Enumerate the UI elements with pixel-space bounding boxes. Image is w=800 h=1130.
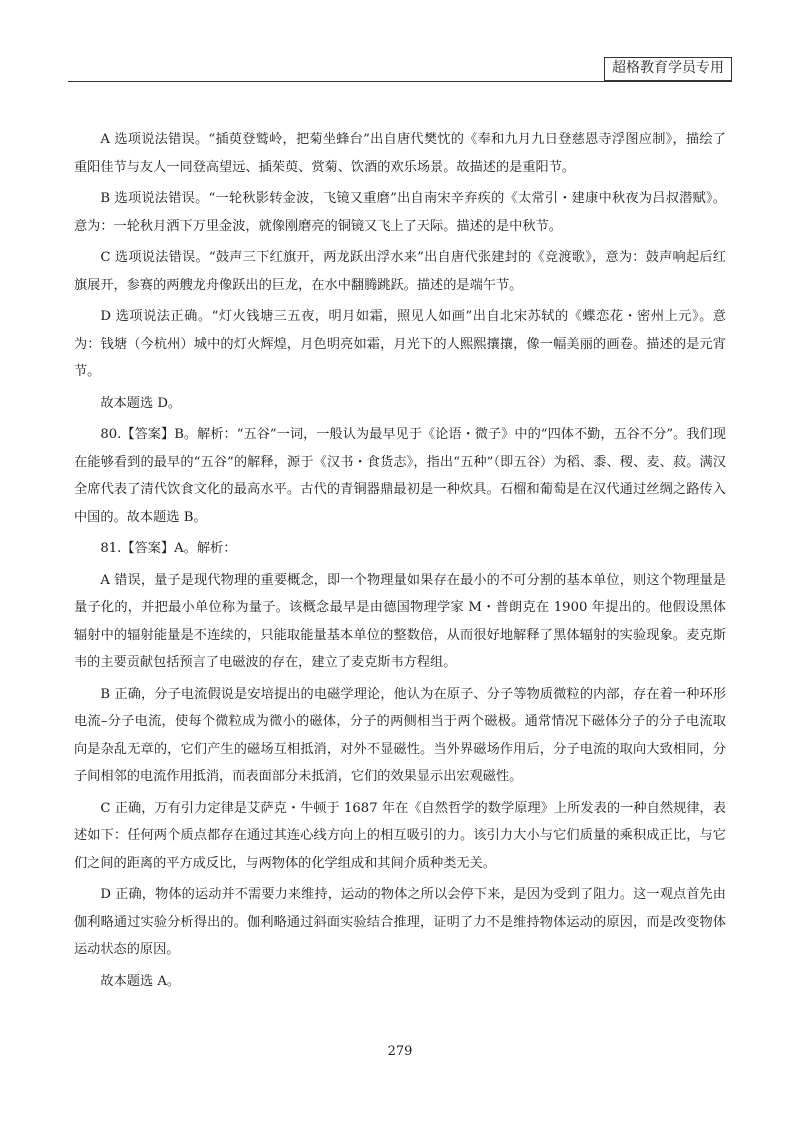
paragraph-81-b: B 正确，分子电流假说是安培提出的电磁学理论，他认为在原子、分子等物质微粒的内部，存在着一种环形电流–分子电流，使每个微粒成为微小的磁体，分子的两侧相当于两个磁极。通常情况下磁体分子的分子电流取向是杂乱无章的，它们产生的磁场互相抵消，对外不显磁性。当外界磁场作用后，分子电流的取向大致相同，分子间相邻的电流作用抵消，而表面部分未抵消，它们的效果显示出宏观磁性。 [74, 686, 726, 784]
paragraph-81-c: C 正确，万有引力定律是艾萨克・牛顿于 1687 年在《自然哲学的数学原理》上所发表的一种自然规律，表述如下：任何两个质点都存在通过其连心线方向上的相互吸引的力。该引力大小与它们质量的乘积成正比，与它们之间的距离的平方成反比，与两物体的化学组成和其间介质种类无关。 [74, 800, 726, 871]
paragraph-option-c: C 选项说法错误。“鼓声三下红旗开，两龙跃出浮水来”出自唐代张建封的《竞渡歌》，意为：鼓声响起后红旗展开，参赛的两艘龙舟像跃出的巨龙，在水中翻腾跳跃。描述的是端午节。 [74, 250, 726, 293]
paragraph-answer-81: 81.【答案】A。解析： [100, 541, 237, 556]
watermark-badge: 超格教育学员专用 [604, 57, 732, 81]
page-number: 279 [387, 1044, 413, 1059]
paragraph-conclusion-79: 故本题选 D。 [100, 395, 182, 411]
paragraph-conclusion-81: 故本题选 A。 [100, 973, 181, 989]
paragraph-option-d: D 选项说法正确。“灯火钱塘三五夜，明月如霜，照见人如画”出自北宋苏轼的《蝶恋花・密州上元》。意为：钱塘（今杭州）城中的灯火辉煌，月色明亮如霜，月光下的人熙熙攘攘，像一幅美丽的画卷。描述的是元宵节。 [74, 309, 726, 379]
paragraph-option-a: A 选项说法错误。“插萸登鹫岭，把菊坐蜂台”出自唐代樊忱的《奉和九月九日登慈恩寺浮图应制》，描绘了重阳佳节与友人一同登高望远、插茱萸、赏菊、饮酒的欢乐场景。故描述的是重阳节。 [74, 132, 726, 175]
paragraph-option-b: B 选项说法错误。“一轮秋影转金波，飞镜又重磨”出自南宋辛弃疾的《太常引・建康中秋夜为吕叔潜赋》。意为：一轮秋月洒下万里金波，就像刚磨亮的铜镜又飞上了天际。描述的是中秋节。 [74, 191, 726, 234]
paragraph-81-a: A 错误，量子是现代物理的重要概念，即一个物理量如果存在最小的不可分割的基本单位，则这个物理量是量子化的，并把最小单位称为量子。该概念最早是由德国物理学家 M・普朗克在 1900 年提出的。他假设黑体辐射中的辐射能量是不连续的，只能取能量基本单位的整数倍，从而很好地解释了黑体辐射的实验现象。麦克斯韦的主要贡献包括预言了电磁波的存在，建立了麦克斯韦方程组。 [74, 572, 726, 670]
document-body [74, 126, 726, 999]
paragraph-answer-80: 80.【答案】B。解析：“五谷”一词，一般认为最早见于《论语・微子》中的“四体不勤，五谷不分”。我们现在能够看到的最早的“五谷”的解释，源于《汉书・食货志》，指出“五种”（即五谷）为稻、黍、稷、麦、菽。满汉全席代表了清代饮食文化的最高水平。古代的青铜器鼎最初是一种炊具。石榴和葡萄是在汉代通过丝绸之路传入中国的。故本题选 B。 [74, 427, 726, 525]
header-rule [68, 81, 732, 82]
paragraph-81-d: D 正确，物体的运动并不需要力来维持，运动的物体之所以会停下来，是因为受到了阻力。这一观点首先由伽利略通过实验分析得出的。伽利略通过斜面实验结合推理，证明了力不是维持物体运动的原因，而是改变物体运动状态的原因。 [74, 887, 726, 957]
